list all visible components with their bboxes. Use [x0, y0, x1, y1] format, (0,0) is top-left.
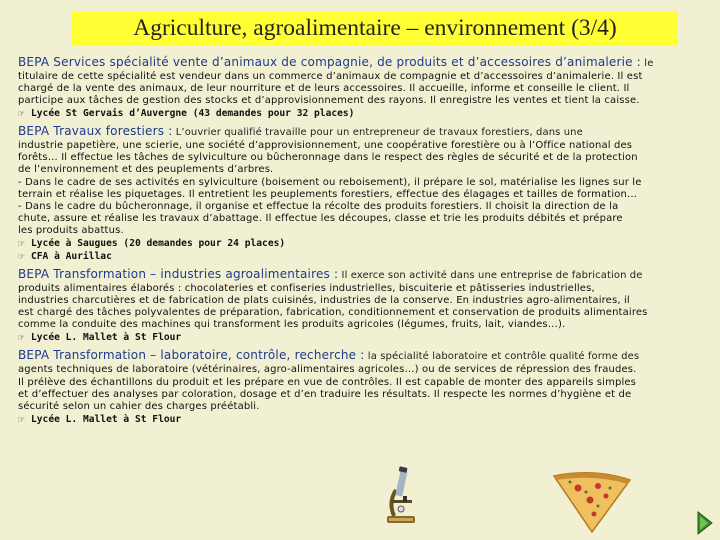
description-line: industrie papetière, une scierie, une société d’approvisionnement, une coopérative forestière ou à l’Office national des [18, 140, 633, 152]
description-start: le [641, 58, 654, 69]
microscope-icon [384, 466, 418, 526]
description-line: et d’effectuer des analyses par coloration, dosage et d’en traduire les résultats. Il respecte les normes d’hygiène et de [18, 388, 632, 400]
pizza-icon [548, 470, 634, 534]
next-slide-icon[interactable] [696, 510, 714, 536]
section-heading [18, 267, 702, 283]
description-line: chargé de la vente des animaux, de leur nourriture et de leurs accessoires. Il accueille, informe et conseille le client. Il [18, 83, 630, 95]
description-line: de l’environnement et des peuplements d’arbres. [18, 164, 274, 176]
pointing-hand-icon: ☞ [18, 250, 25, 264]
diploma-name: BEPA Services spécialité vente d’animaux de compagnie, de produits et d’accessoires d’animalerie : [18, 55, 642, 69]
diploma-name: BEPA Transformation – industries agroalimentaires : [18, 267, 339, 282]
description-line: chute, assure et réalise les travaux d’abattage. Il effectue les découpes, classe et trie les produits débités et prépare [18, 212, 623, 224]
description-line: produits alimentaires élaborés : chocolateries et confiseries industrielles, biscuiterie et pâtisseries industrielles, [18, 283, 595, 295]
section-heading [18, 124, 702, 140]
description [18, 364, 702, 412]
description-line: les produits abattus. [18, 224, 124, 236]
description-start: L’ouvrier qualifié travaille pour un entrepreneur de travaux forestiers, dans une [172, 127, 583, 139]
section-heading [18, 348, 702, 364]
description-line: participe aux tâches de gestion des stocks et d’approvisionnement des rayons. Il enregistre les ventes et tient la caisse. [18, 95, 640, 107]
description-line: est chargé des tâches polyvalentes de préparation, fabrication, conditionnement et conservation de produits alimentaires [18, 307, 648, 319]
description-line: sécurité selon un cahier des charges préétabli. [18, 400, 260, 412]
section-heading [18, 55, 702, 71]
school-name: Lycée St Gervais d’Auvergne (43 demandes pour 32 places) [31, 108, 355, 120]
description [18, 71, 702, 107]
section-1 [18, 55, 702, 120]
description-line: - Dans le cadre du bûcheronnage, il organise et effectue la récolte des produits forestiers. Il choisit la direction de la [18, 200, 619, 212]
school-name: Lycée L. Mallet à St Flour [31, 332, 182, 344]
pointing-hand-icon: ☞ [18, 107, 25, 121]
section-3 [18, 267, 702, 344]
description-line: titulaire de cette spécialité est vendeur dans un commerce d’animaux de compagnie et d’accessoires d’animalerie. Il est [18, 71, 643, 82]
diploma-name: BEPA Travaux forestiers : [18, 124, 173, 139]
description-line: terrain et réalise les piquetages. Il entretient les peuplements forestiers, effectue des élagages et tailles de formation… [18, 188, 638, 200]
description [18, 283, 702, 331]
school-entry [18, 237, 702, 250]
page-title: Agriculture, agroalimentaire – environnement (3/4) [133, 15, 617, 41]
school-entry [18, 107, 702, 120]
content [18, 55, 702, 430]
school-name: Lycée L. Mallet à St Flour [31, 413, 182, 425]
school-entry [18, 331, 702, 344]
pointing-hand-icon: ☞ [18, 412, 25, 426]
title-banner [72, 11, 678, 46]
description-line: - Dans le cadre de ses activités en sylviculture (boisement ou reboisement), il prépare le sol, matérialise les lignes sur le [18, 176, 642, 188]
pointing-hand-icon: ☞ [18, 331, 25, 345]
description-line: industries charcutières et de fabrication de plats cuisinés, industries de la conserve. En industries agro-alimentaires, il [18, 295, 630, 307]
description-start: Il exerce son activité dans une entreprise de fabrication de [338, 270, 643, 282]
pointing-hand-icon: ☞ [18, 237, 25, 251]
description-line: agents techniques de laboratoire (vétérinaires, agro-alimentaires agricoles…) ou de services de répression des fraudes. [18, 364, 637, 376]
description-line: Il prélève des échantillons du produit et les prépare en vue de contrôles. Il est capable de monter des appareils simples [18, 376, 637, 388]
school-name: CFA à Aurillac [31, 251, 112, 263]
diploma-name: BEPA Transformation – laboratoire, contrôle, recherche : [18, 348, 365, 363]
school-entry [18, 413, 702, 426]
description-line: forêts… Il effectue les tâches de sylviculture ou bûcheronnage dans le respect des règles de sécurité et de la protection [18, 152, 638, 164]
school-entry [18, 250, 702, 263]
section-2 [18, 124, 702, 263]
description-line: comme la conduite des machines qui transforment les produits agricoles (légumes, fruits, lait, viandes…). [18, 319, 566, 331]
description-start: la spécialité laboratoire et contrôle qualité forme des [364, 351, 640, 363]
description [18, 140, 702, 237]
section-4 [18, 348, 702, 425]
school-name: Lycée à Saugues (20 demandes pour 24 places) [31, 238, 286, 250]
